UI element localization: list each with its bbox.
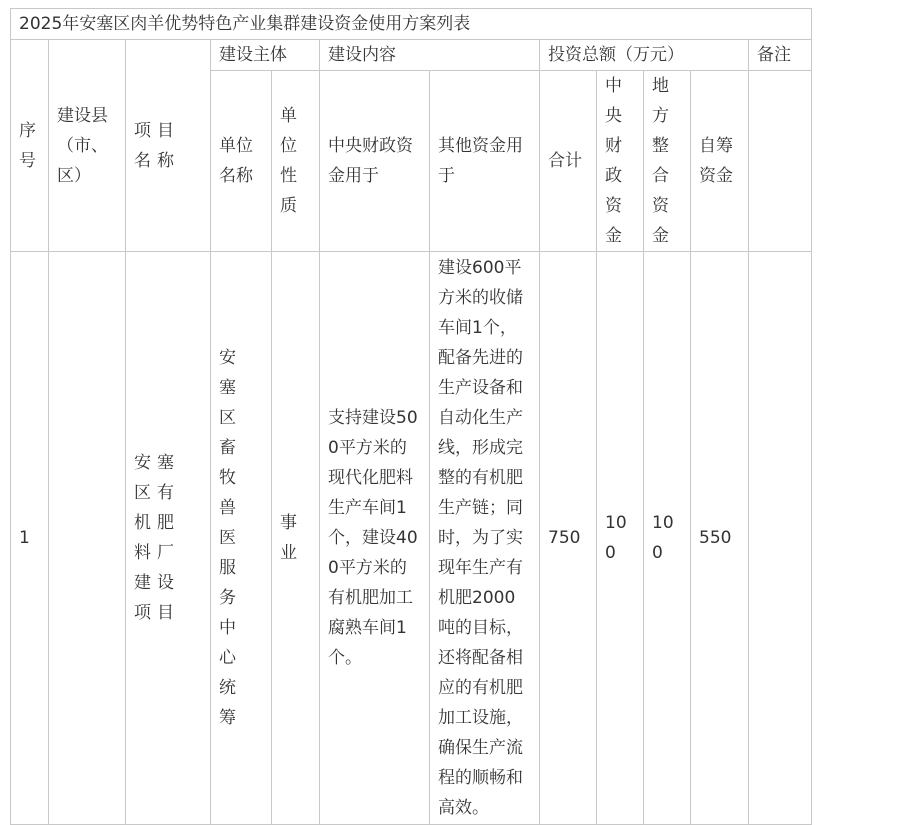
header-local-fund: 地方整合资金 [644,71,691,252]
cell-remark [749,252,812,825]
header-project-name: 项目名称 [126,40,211,252]
cell-central-fund: 100 [597,252,644,825]
header-total: 合计 [540,71,597,252]
cell-entity-name: 安塞区畜牧兽医服务中心统筹 [211,252,272,825]
table-title: 2025年安塞区肉羊优势特色产业集群建设资金使用方案列表 [11,9,812,40]
cell-local-fund: 100 [644,252,691,825]
cell-total: 750 [540,252,597,825]
cell-project-name: 安塞区有机肥料厂建设项目 [126,252,211,825]
cell-self-fund: 550 [691,252,749,825]
header-other-use: 其他资金用于 [430,71,540,252]
header-entity-name: 单位名称 [211,71,272,252]
header-remark: 备注 [749,40,812,71]
table-row [11,252,812,825]
header-central-use: 中央财政资金用于 [320,71,430,252]
header-investment-group: 投资总额（万元） [540,40,749,71]
header-self-fund: 自筹资金 [691,71,749,252]
cell-other-use: 建设600平方米的收储车间1个，配备先进的生产设备和自动化生产线，形成完整的有机肥生产链；同时，为了实现年生产有机肥2000吨的目标，还将配备相应的有机肥加工设施，确保生产流程的顺畅和高效。 [430,252,540,825]
header-seq: 序号 [11,40,49,252]
header-remark-empty [749,71,812,252]
cell-seq: 1 [11,252,49,825]
header-county: 建设县（市、区） [49,40,126,252]
header-entity-group: 建设主体 [211,40,320,71]
header-entity-type: 单位性质 [272,71,320,252]
funding-plan-table [10,8,812,825]
header-row-1 [11,40,812,71]
header-central-fund: 中央财政资金 [597,71,644,252]
header-content-group: 建设内容 [320,40,540,71]
cell-county [49,252,126,825]
cell-entity-type: 事业 [272,252,320,825]
title-row [11,9,812,40]
cell-central-use: 支持建设500平方米的现代化肥料生产车间1个，建设400平方米的有机肥加工腐熟车间1个。 [320,252,430,825]
